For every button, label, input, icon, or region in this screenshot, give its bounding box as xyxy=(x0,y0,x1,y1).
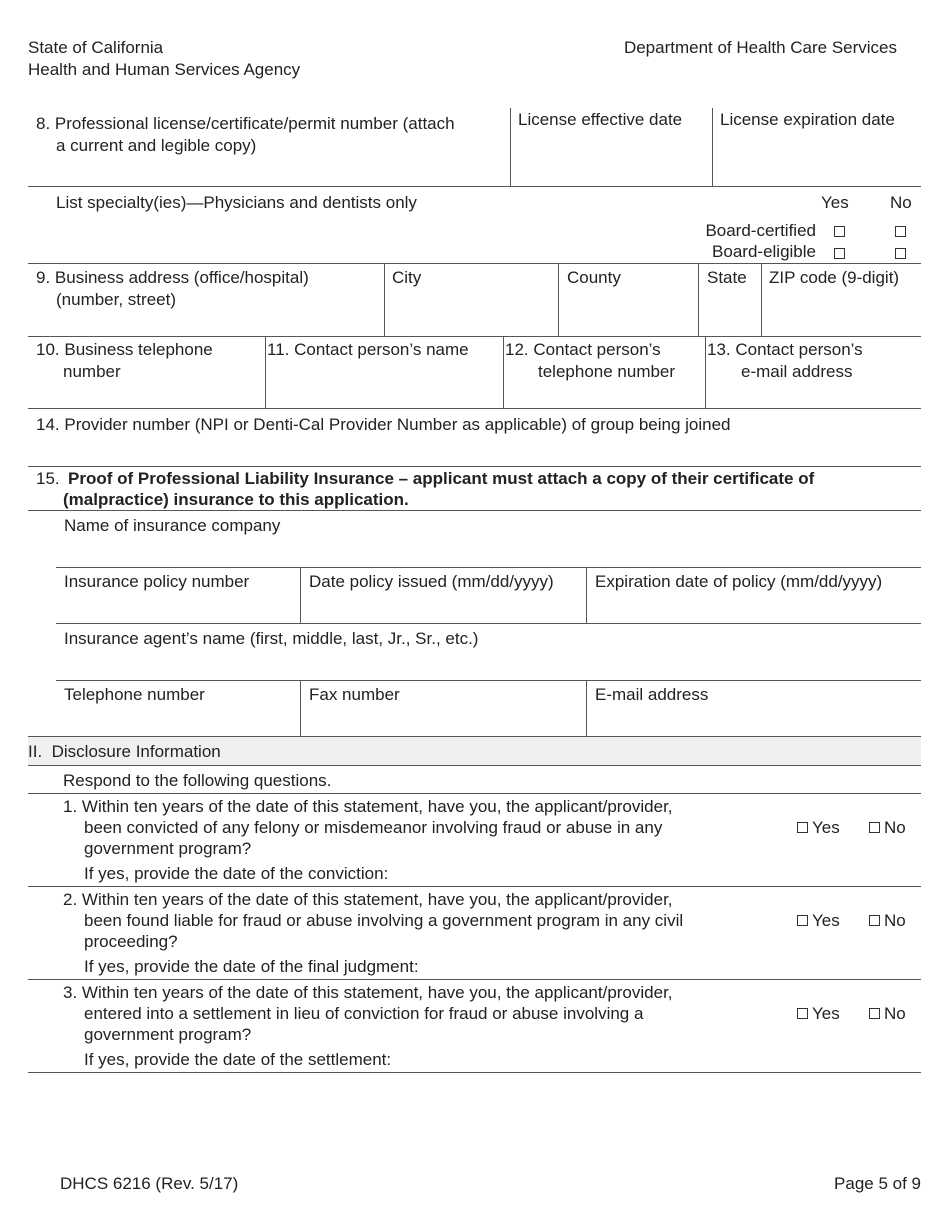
policy-expiration-date-label: Expiration date of policy (mm/dd/yyyy) xyxy=(595,572,883,591)
question-3-line3: government program? xyxy=(84,1025,252,1044)
contact-phone-label-cont: telephone number xyxy=(538,362,676,381)
license-effective-date-label: License effective date xyxy=(518,110,683,129)
question-3-followup: If yes, provide the date of the settlement: xyxy=(84,1050,392,1069)
question-2-no-checkbox[interactable] xyxy=(869,915,880,926)
state-label: State xyxy=(707,268,747,287)
question-3-no-checkbox[interactable] xyxy=(869,1008,880,1019)
question-1-no-option[interactable]: No xyxy=(869,817,906,838)
business-telephone-label-cont: number xyxy=(63,362,121,381)
question-1-line1: 1. Within ten years of the date of this statement, have you, the applicant/provider, xyxy=(63,797,673,816)
question-2-no-option[interactable]: No xyxy=(869,910,906,931)
board-certified-no-checkbox[interactable] xyxy=(895,226,906,237)
board-eligible-label: Board-eligible xyxy=(712,242,816,261)
specialty-label: List specialty(ies)—Physicians and dentists only xyxy=(56,193,417,212)
form-identifier: DHCS 6216 (Rev. 5/17) xyxy=(60,1174,239,1193)
question-2-followup: If yes, provide the date of the final judgment: xyxy=(84,957,419,976)
provider-number-label: 14. Provider number (NPI or Denti-Cal Provider Number as applicable) of group being joined xyxy=(36,415,731,434)
license-expiration-date-label: License expiration date xyxy=(720,110,895,129)
question-3-no-option[interactable]: No xyxy=(869,1003,906,1024)
policy-issued-date-label: Date policy issued (mm/dd/yyyy) xyxy=(309,572,554,591)
city-label: City xyxy=(392,268,422,287)
board-eligible-yes-checkbox[interactable] xyxy=(834,248,845,259)
license-number-label-cont: a current and legible copy) xyxy=(56,136,257,155)
insurance-section-number: 15. xyxy=(36,469,60,488)
board-certified-label: Board-certified xyxy=(705,221,816,240)
business-telephone-label: 10. Business telephone xyxy=(36,340,213,359)
page-number: Page 5 of 9 xyxy=(834,1174,921,1193)
business-address-label: 9. Business address (office/hospital) xyxy=(36,268,309,287)
agent-email-label: E-mail address xyxy=(595,685,709,704)
header-agency-state: State of California xyxy=(28,38,164,57)
insurance-section-title-cont: (malpractice) insurance to this application. xyxy=(63,490,409,509)
specialty-no-header: No xyxy=(890,193,912,212)
contact-name-label: 11. Contact person’s name xyxy=(267,340,469,359)
header-department: Department of Health Care Services xyxy=(623,38,897,57)
question-3-line1: 3. Within ten years of the date of this statement, have you, the applicant/provider, xyxy=(63,983,673,1002)
question-2-line3: proceeding? xyxy=(84,932,178,951)
insurance-company-label: Name of insurance company xyxy=(64,516,281,535)
question-1-line3: government program? xyxy=(84,839,252,858)
board-eligible-no-checkbox[interactable] xyxy=(895,248,906,259)
question-1-no-checkbox[interactable] xyxy=(869,822,880,833)
agent-telephone-label: Telephone number xyxy=(64,685,205,704)
insurance-section-title: Proof of Professional Liability Insurance – applicant must attach a copy of their certificate of xyxy=(68,469,815,488)
zip-label: ZIP code (9-digit) xyxy=(769,268,900,287)
question-2-line1: 2. Within ten years of the date of this statement, have you, the applicant/provider, xyxy=(63,890,673,909)
disclosure-section-title: II. Disclosure Information xyxy=(28,742,221,761)
question-2-line2: been found liable for fraud or abuse involving a government program in any civil xyxy=(84,911,684,930)
question-1-yes-checkbox[interactable] xyxy=(797,822,808,833)
question-3-line2: entered into a settlement in lieu of conviction for fraud or abuse involving a xyxy=(84,1004,644,1023)
question-3-yes-option[interactable]: Yes xyxy=(797,1003,840,1024)
header-agency-name: Health and Human Services Agency xyxy=(28,60,301,79)
agent-fax-label: Fax number xyxy=(309,685,400,704)
business-address-label-cont: (number, street) xyxy=(56,290,176,309)
contact-email-label: 13. Contact person’s xyxy=(707,340,863,359)
question-1-followup: If yes, provide the date of the conviction: xyxy=(84,864,389,883)
question-2-yes-option[interactable]: Yes xyxy=(797,910,840,931)
contact-email-label-cont: e-mail address xyxy=(741,362,853,381)
question-3-yes-checkbox[interactable] xyxy=(797,1008,808,1019)
insurance-agent-label: Insurance agent’s name (first, middle, last, Jr., Sr., etc.) xyxy=(64,629,479,648)
license-number-label: 8. Professional license/certificate/permit number (attach xyxy=(36,114,455,133)
question-1-line2: been convicted of any felony or misdemeanor involving fraud or abuse in any xyxy=(84,818,663,837)
specialty-yes-header: Yes xyxy=(821,193,849,212)
contact-phone-label: 12. Contact person’s xyxy=(505,340,661,359)
board-certified-yes-checkbox[interactable] xyxy=(834,226,845,237)
disclosure-intro: Respond to the following questions. xyxy=(63,771,332,790)
question-1-yes-option[interactable]: Yes xyxy=(797,817,840,838)
policy-number-label: Insurance policy number xyxy=(64,572,250,591)
county-label: County xyxy=(567,268,621,287)
question-2-yes-checkbox[interactable] xyxy=(797,915,808,926)
